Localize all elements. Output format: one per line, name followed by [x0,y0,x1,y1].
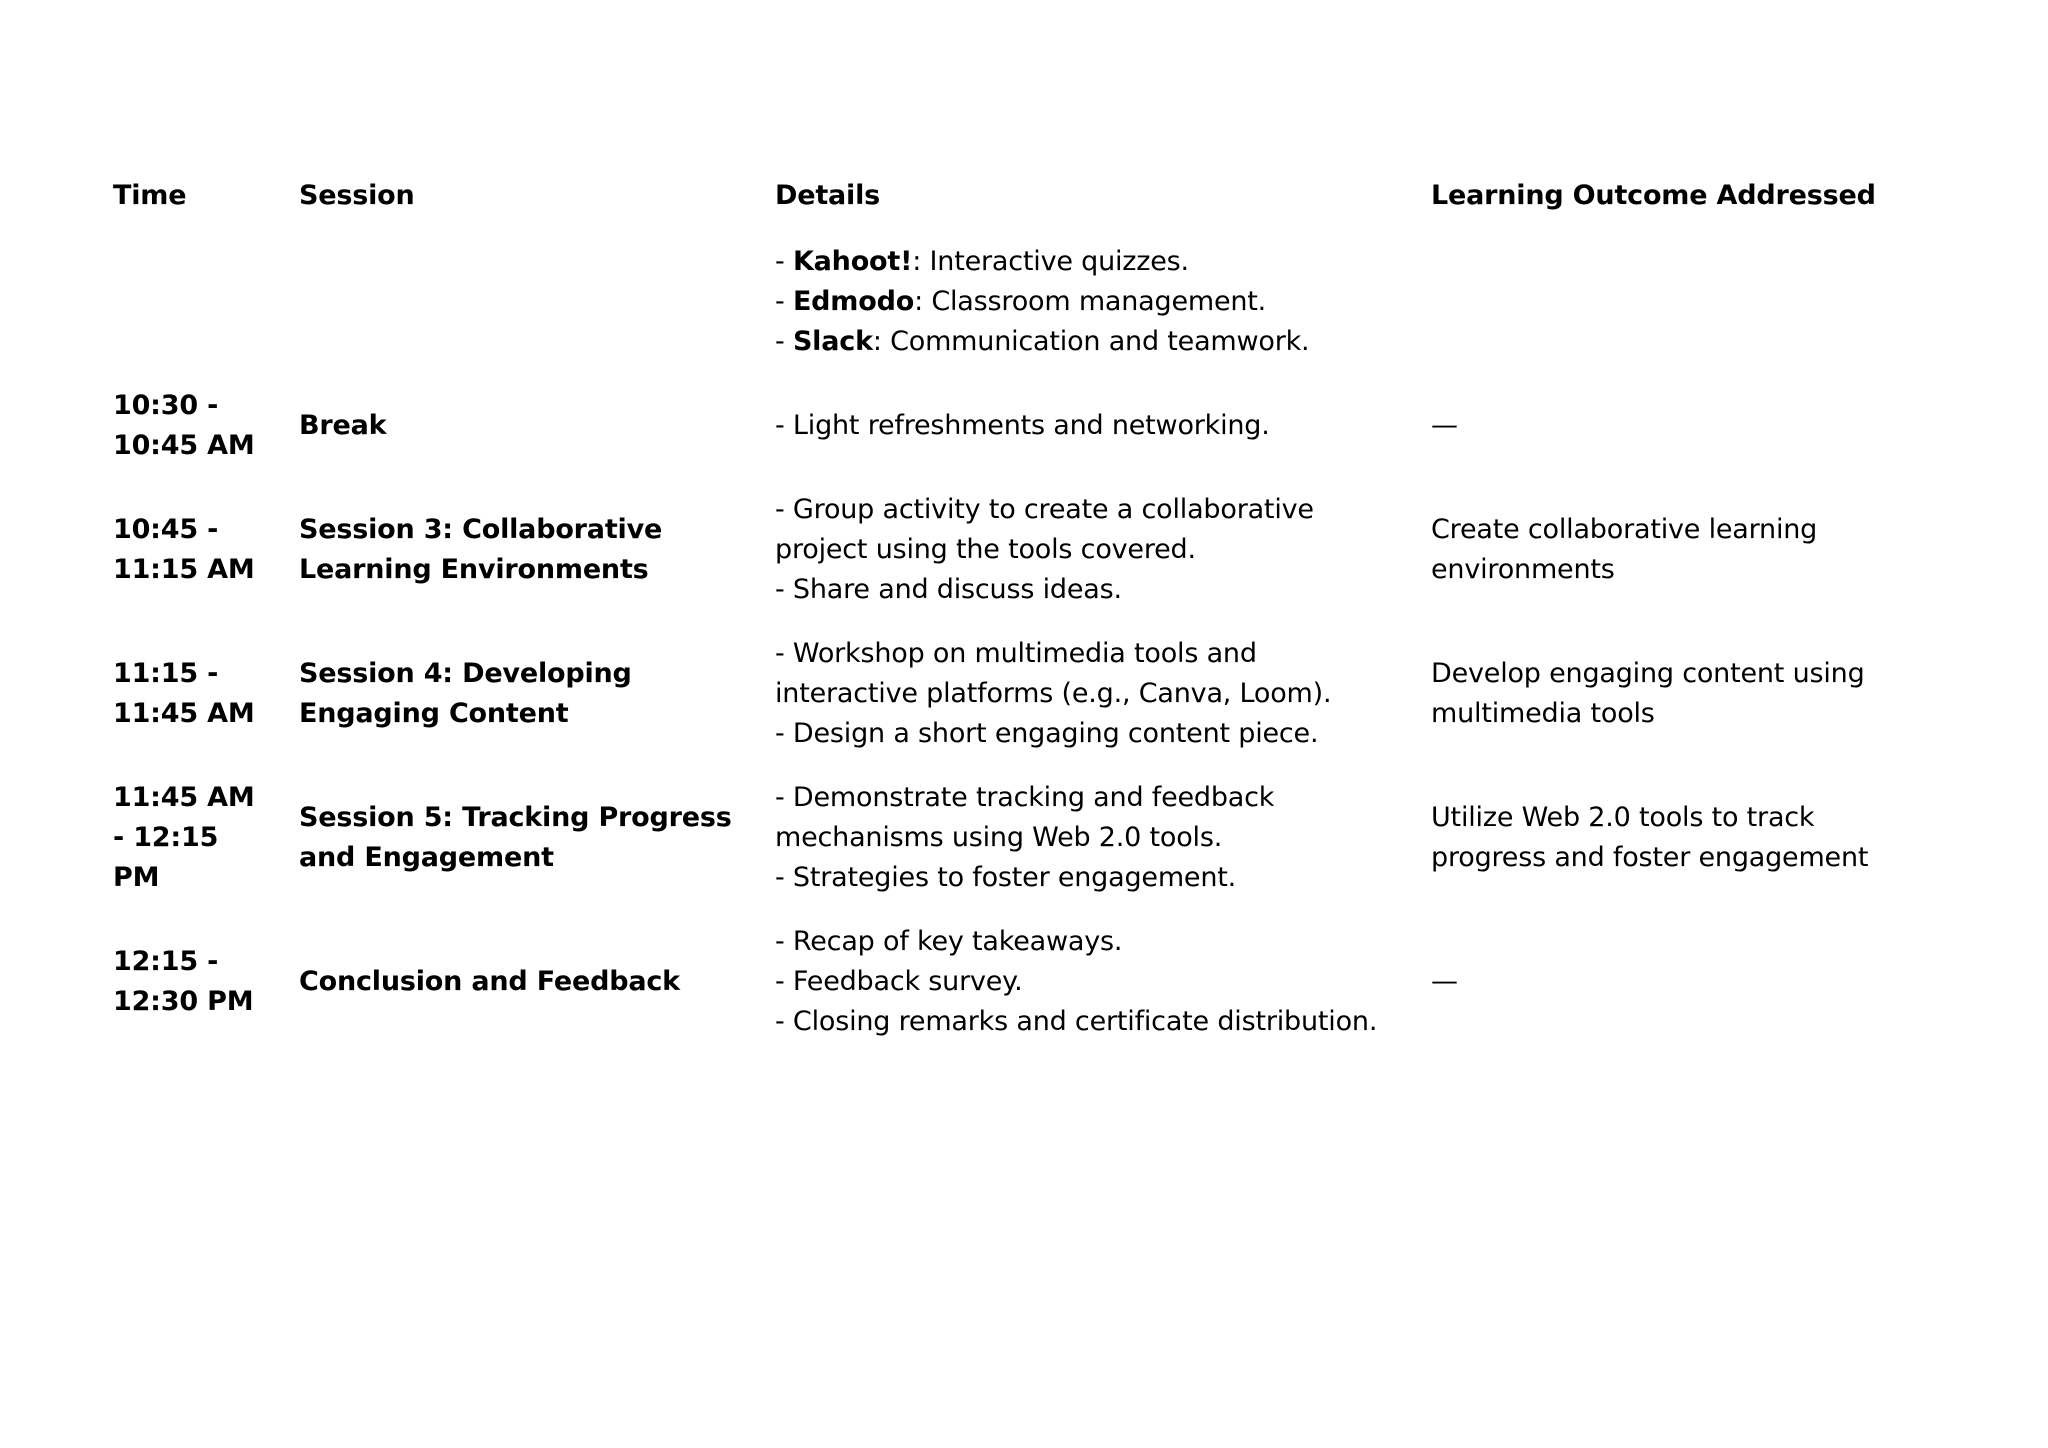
row-session: Session 3: Collaborative Learning Environments [299,514,663,585]
row-outcome [1423,230,1955,374]
row-outcome: Create collaborative learning environments [1431,514,1818,585]
table-row [105,910,1955,1054]
row-details [767,622,1423,766]
table-row [105,374,1955,478]
detail-line: - Share and discuss ideas. [775,574,1122,605]
row-session: Break [299,410,387,441]
tool-description: : Communication and teamwork. [872,326,1310,357]
table-row-continuation [105,230,1955,374]
detail-line: - Light refreshments and networking. [775,410,1270,441]
row-outcome: Develop engaging content using multimedia tools [1431,658,1865,729]
row-details [767,374,1423,478]
table-row [105,622,1955,766]
row-session [291,230,767,374]
row-details [767,910,1423,1054]
detail-line: - Demonstrate tracking and feedback mechanisms using Web 2.0 tools. [775,782,1275,853]
tool-name: Slack [792,326,873,357]
row-time: 12:15 - 12:30 PM [113,946,254,1017]
header-row [105,168,1955,230]
detail-line: - Workshop on multimedia tools and interactive platforms (e.g., Canva, Loom). [775,638,1332,709]
detail-line: - Design a short engaging content piece. [775,718,1319,749]
detail-line [775,322,1403,362]
detail-prefix: - [775,286,793,317]
agenda-table [105,168,1955,1054]
agenda-table-header [105,168,1955,230]
tool-name: Kahoot! [792,246,913,277]
tool-name: Edmodo [792,286,915,317]
table-row [105,478,1955,622]
tool-description: : Interactive quizzes. [912,246,1189,277]
row-session: Session 4: Developing Engaging Content [299,658,632,729]
row-details [767,230,1423,374]
header-session: Session [299,180,415,211]
tool-description: : Classroom management. [914,286,1267,317]
detail-prefix: - [775,246,793,277]
row-session: Conclusion and Feedback [299,966,680,997]
row-outcome: — [1431,966,1458,997]
detail-line: - Recap of key takeaways. [775,926,1123,957]
row-time: 11:15 - 11:45 AM [113,658,255,729]
detail-line: - Strategies to foster engagement. [775,862,1237,893]
row-details [767,478,1423,622]
row-time: 10:45 - 11:15 AM [113,514,255,585]
row-details [767,766,1423,910]
table-row [105,766,1955,910]
detail-line: - Group activity to create a collaborative project using the tools covered. [775,494,1314,565]
row-outcome: Utilize Web 2.0 tools to track progress and foster engagement [1431,802,1869,873]
row-session: Session 5: Tracking Progress and Engagement [299,802,732,873]
detail-line: - Closing remarks and certificate distribution. [775,1006,1378,1037]
row-outcome: — [1431,410,1458,441]
row-time: 11:45 AM - 12:15 PM [113,782,255,893]
detail-line [775,282,1403,322]
detail-line: - Feedback survey. [775,966,1023,997]
row-time: 10:30 - 10:45 AM [113,390,255,461]
detail-prefix: - [775,326,793,357]
row-time [105,230,291,374]
agenda-table-body [105,230,1955,1054]
header-details: Details [775,180,881,211]
header-outcome: Learning Outcome Addressed [1431,180,1876,211]
header-time: Time [113,180,187,211]
detail-line [775,242,1403,282]
